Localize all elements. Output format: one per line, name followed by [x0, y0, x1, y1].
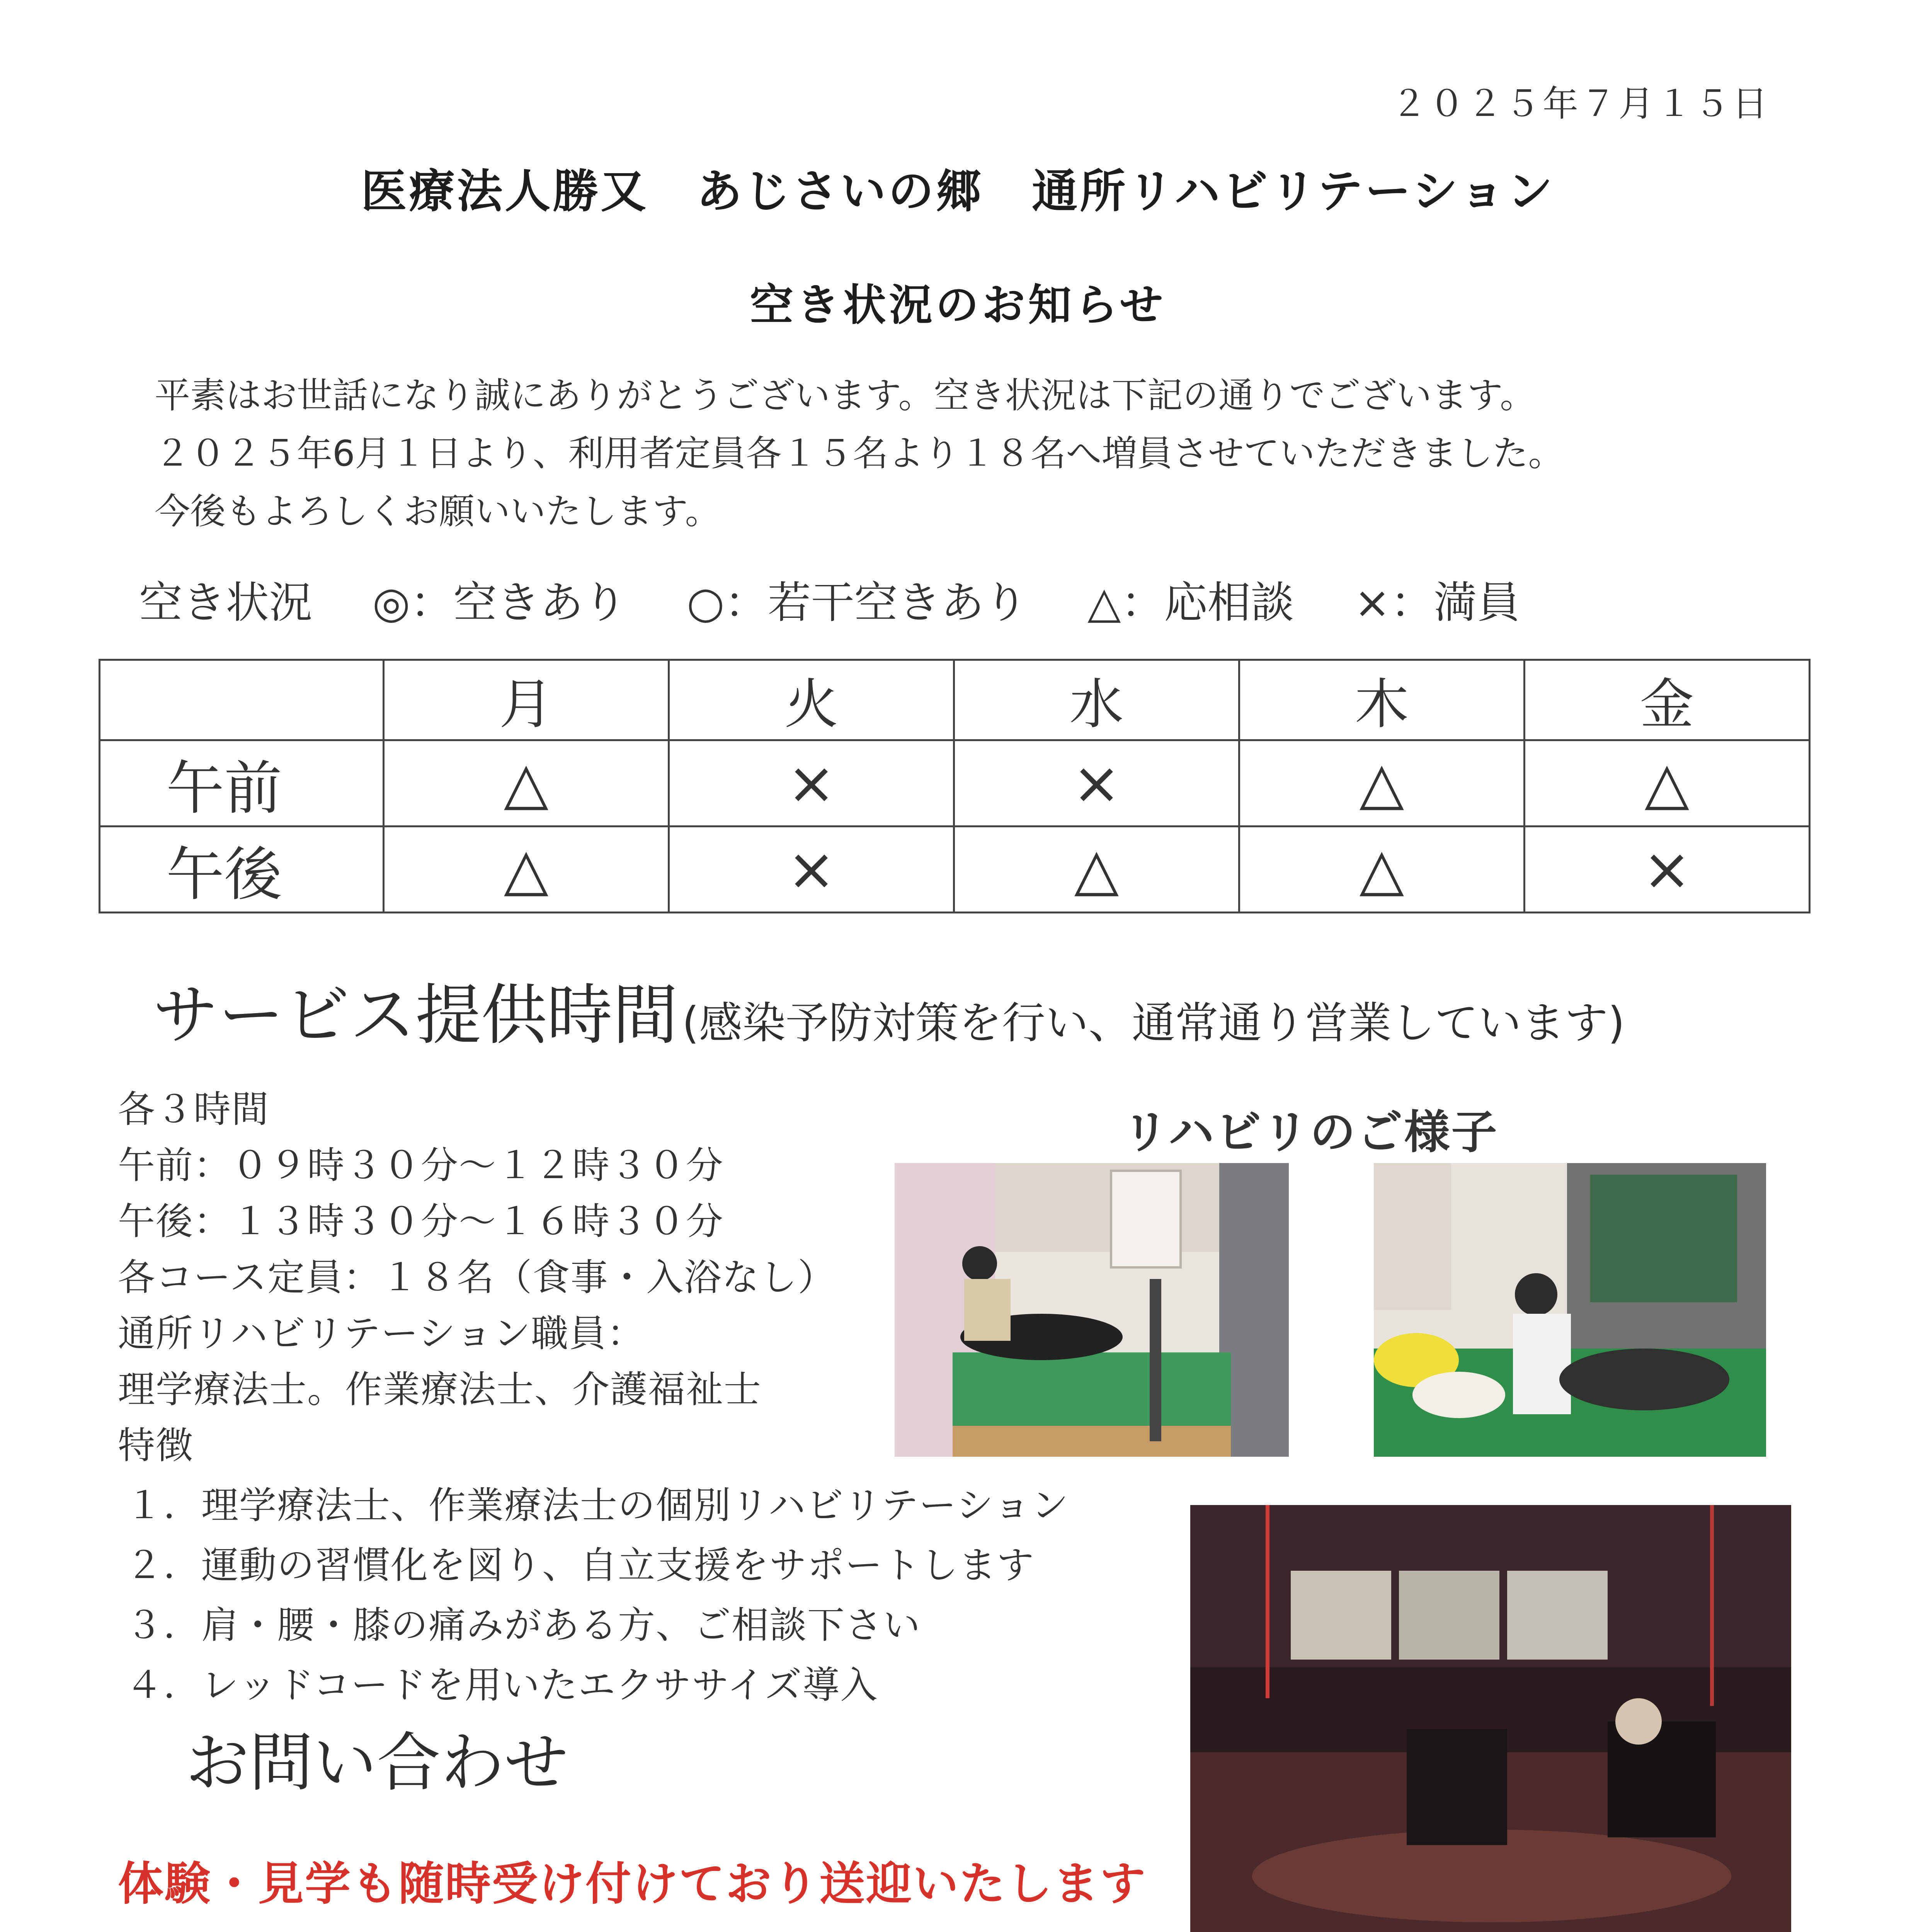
availability-mark: △: [384, 740, 669, 827]
table-corner-cell: [100, 660, 384, 740]
availability-mark: ×: [1525, 827, 1810, 913]
service-line: 午前：０９時３０分～１２時３０分: [118, 1144, 724, 1187]
day-header: 金: [1525, 660, 1810, 740]
day-header: 水: [954, 660, 1239, 740]
feature-item: １．理学療法士、作業療法士の個別リハビリテーション: [126, 1484, 1069, 1527]
intro-line-3: 今後もよろしくお願いいたします。: [155, 491, 721, 532]
intro-line-2: ２０２５年6月１日より、利用者定員各１５名より１８名へ増員させていただきました。: [155, 433, 1564, 474]
day-header: 火: [669, 660, 954, 740]
photos-caption: リハビリのご様子: [1123, 1105, 1499, 1159]
availability-mark: ×: [669, 827, 954, 913]
rehab-photo-2: [1374, 1163, 1766, 1457]
legend-item-few: ○：若干空きあり: [686, 578, 1028, 628]
availability-mark: △: [954, 827, 1239, 913]
availability-mark: △: [1525, 740, 1810, 827]
feature-item: ４．レッドコードを用いたエクササイズ導入: [126, 1663, 878, 1707]
feature-item: ２．運動の習慣化を図り、自立支援をサポートします: [126, 1544, 1035, 1587]
rehab-photo-3: [1190, 1505, 1791, 1932]
legend-item-consult: △：応相談: [1087, 578, 1294, 628]
feature-item: ３．肩・腰・膝の痛みがある方、ご相談下さい: [126, 1604, 921, 1647]
contact-heading: お問い合わせ: [185, 1726, 568, 1800]
legend-item-available: ◎：空きあり: [372, 578, 627, 628]
table-header-row: [100, 660, 1810, 740]
issue-date: ２０２５年７月１５日: [1391, 83, 1770, 124]
availability-mark: △: [1239, 740, 1525, 827]
service-hours-heading: [153, 962, 1625, 1057]
service-line: 理学療法士。作業療法士、介護福祉士: [118, 1368, 762, 1411]
service-line: 特徴: [118, 1424, 194, 1467]
service-heading-text: サービス提供時間: [153, 977, 679, 1054]
page-subtitle: 空き状況のお知らせ: [750, 280, 1166, 330]
table-row-morning: [100, 740, 1810, 827]
page-title: 医療法人勝又 あじさいの郷 通所リハビリテーション: [361, 165, 1555, 218]
availability-mark: ×: [669, 740, 954, 827]
row-label: 午後: [100, 827, 384, 913]
service-line: 各コース定員：１８名（食事・入浴なし）: [118, 1256, 836, 1299]
rehab-photo-1: [895, 1163, 1289, 1457]
day-header: 木: [1239, 660, 1525, 740]
availability-mark: △: [1239, 827, 1525, 913]
trial-visit-notice: 体験・見学も随時受け付けており送迎いたします: [118, 1857, 1147, 1910]
legend-item-full: ×：満員: [1354, 578, 1520, 628]
service-line: 各３時間: [118, 1088, 269, 1131]
availability-table: [99, 659, 1811, 913]
intro-line-1: 平素はお世話になり誠にありがとうございます。空き状況は下記の通りでございます。: [155, 375, 1536, 416]
table-row-afternoon: [100, 827, 1810, 913]
service-line: 通所リハビリテーション職員：: [118, 1312, 645, 1355]
day-header: 月: [384, 660, 669, 740]
service-heading-note: (感染予防対策を行い、通常通り営業しています): [682, 998, 1625, 1048]
availability-mark: ×: [954, 740, 1239, 827]
availability-mark: △: [384, 827, 669, 913]
availability-legend: [139, 568, 1567, 630]
row-label: 午前: [100, 740, 384, 827]
service-line: 午後：１３時３０分～１６時３０分: [118, 1200, 724, 1243]
legend-label: 空き状況: [139, 578, 312, 628]
